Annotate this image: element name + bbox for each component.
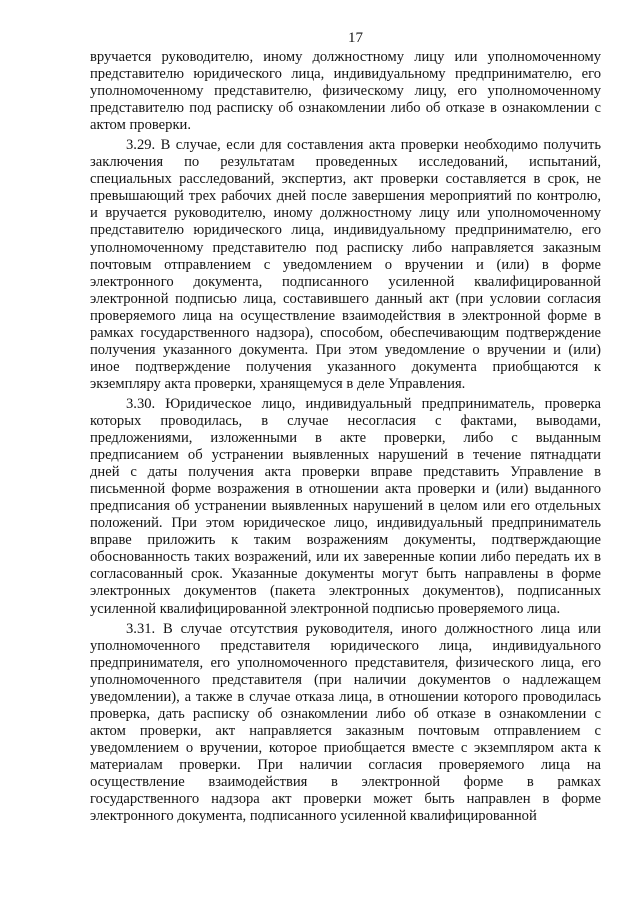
text-line: почтовым отправлением с уведомлением о вручении и (или) в форме <box>90 256 601 273</box>
text-line: актом проверки. <box>90 117 191 134</box>
text-line: осуществление взаимодействия в электронной форме в рамках <box>90 773 601 790</box>
text-line: усиленной квалифицированной электронной подписью проверяемого лица. <box>90 600 561 617</box>
text-line: уполномоченного представителя юридического лица, индивидуального <box>90 637 601 654</box>
text-line: проверка, дать расписку об ознакомлении либо об отказе в ознакомлении с <box>90 705 601 722</box>
text-line: письменной форме возражения в отношении акта проверки и (или) выданного <box>90 481 601 498</box>
text-line: 3.29. В случае, если для составления акта проверки необходимо получить <box>126 137 601 154</box>
text-line: специальных расследований, экспертиз, акт проверки составляется в срок, не <box>90 171 601 188</box>
text-line: электронной подписью лица, составившего данный акт (при условии согласия <box>90 290 601 307</box>
text-line: государственного надзора акт проверки может быть направлен в форме <box>90 791 601 808</box>
text-line: и вручается руководителю, иному должностному лицу или уполномоченному <box>90 205 601 222</box>
text-line: превышающий трех рабочих дней после завершения мероприятий по контролю, <box>90 188 601 205</box>
text-line: рамках государственного надзора), способом, обеспечивающим подтверждение <box>90 324 601 341</box>
text-line: представителю юридического лица, индивидуальному предпринимателю, его <box>90 222 601 239</box>
text-line: положений. При этом юридическое лицо, индивидуальный предприниматель <box>90 515 601 532</box>
text-line: заключения по результатам проведенных исследований, испытаний, <box>90 154 601 171</box>
text-line: вручается руководителю, иному должностному лицу или уполномоченному <box>90 49 601 65</box>
text-line: предписания об устранении выявленных нарушений в целом или его отдельных <box>90 498 601 515</box>
text-line: представителю под расписку об ознакомлении либо об отказе в ознакомлении с <box>90 100 601 117</box>
document-body <box>90 49 601 825</box>
text-line: дней с даты получения акта проверки вправе представить Управление в <box>90 464 601 481</box>
text-line: предложениями, изложенными в акте проверки, либо с выданным <box>90 430 601 447</box>
text-line: 3.30. Юридическое лицо, индивидуальный предприниматель, проверка <box>126 395 601 412</box>
text-line: уполномоченному представителю, физическому лицу, его уполномоченному <box>90 83 601 100</box>
text-line: электронного документа, подписанного усиленной квалифицированной <box>90 273 601 290</box>
text-line: которых проводилась, в случае несогласия с фактами, выводами, <box>90 412 601 429</box>
text-line: электронного документа, подписанного усиленной квалифицированной <box>90 808 537 825</box>
text-line: уведомлением о вручении, которое приобщается вместе с экземпляром акта к <box>90 739 601 756</box>
text-line: проверяемого лица на осуществление взаимодействия в электронной форме в <box>90 307 601 324</box>
text-line: экземпляру акта проверки, хранящемуся в деле Управления. <box>90 375 466 392</box>
text-line: актом проверки, акт направляется заказным почтовым отправлением с <box>90 722 601 739</box>
paragraph-p3-30 <box>90 396 601 618</box>
paragraph-p3-29 <box>90 137 601 393</box>
page-number: 17 <box>348 30 363 46</box>
text-line: обоснованность таких возражений, или их заверенные копии либо передать их в <box>90 549 601 566</box>
text-line: предпринимателя, его уполномоченного представителя, физического лица, его <box>90 654 601 671</box>
text-line: представителю юридического лица, индивидуальному предпринимателю, его <box>90 66 601 83</box>
text-line: 3.31. В случае отсутствия руководителя, иного должностного лица или <box>126 620 601 637</box>
text-line: уполномоченного представителя (при наличии документов о надлежащем <box>90 671 601 688</box>
text-line: предписанием об устранении выявленных нарушений в течение пятнадцати <box>90 447 601 464</box>
text-line: электронных документов (пакета электронных документов), подписанных <box>90 583 601 600</box>
text-line: согласованный срок. Указанные документы могут быть направлены в форме <box>90 566 601 583</box>
text-line: уполномоченному представителю под расписку либо направляется заказным <box>90 239 601 256</box>
text-line: вправе приложить к таким возражениям документы, подтверждающие <box>90 532 601 549</box>
text-line: уведомлении), а также в случае отказа лица, в отношении которого проводилась <box>90 688 601 705</box>
text-line: материалам проверки. При наличии согласия проверяемого лица на <box>90 756 601 773</box>
paragraph-p3-31 <box>90 621 601 826</box>
paragraph-cont <box>90 49 601 134</box>
text-line: иное подтверждение получения указанного документа приобщаются к <box>90 358 601 375</box>
text-line: получения указанного документа. При этом уведомление о вручении и (или) <box>90 341 601 358</box>
